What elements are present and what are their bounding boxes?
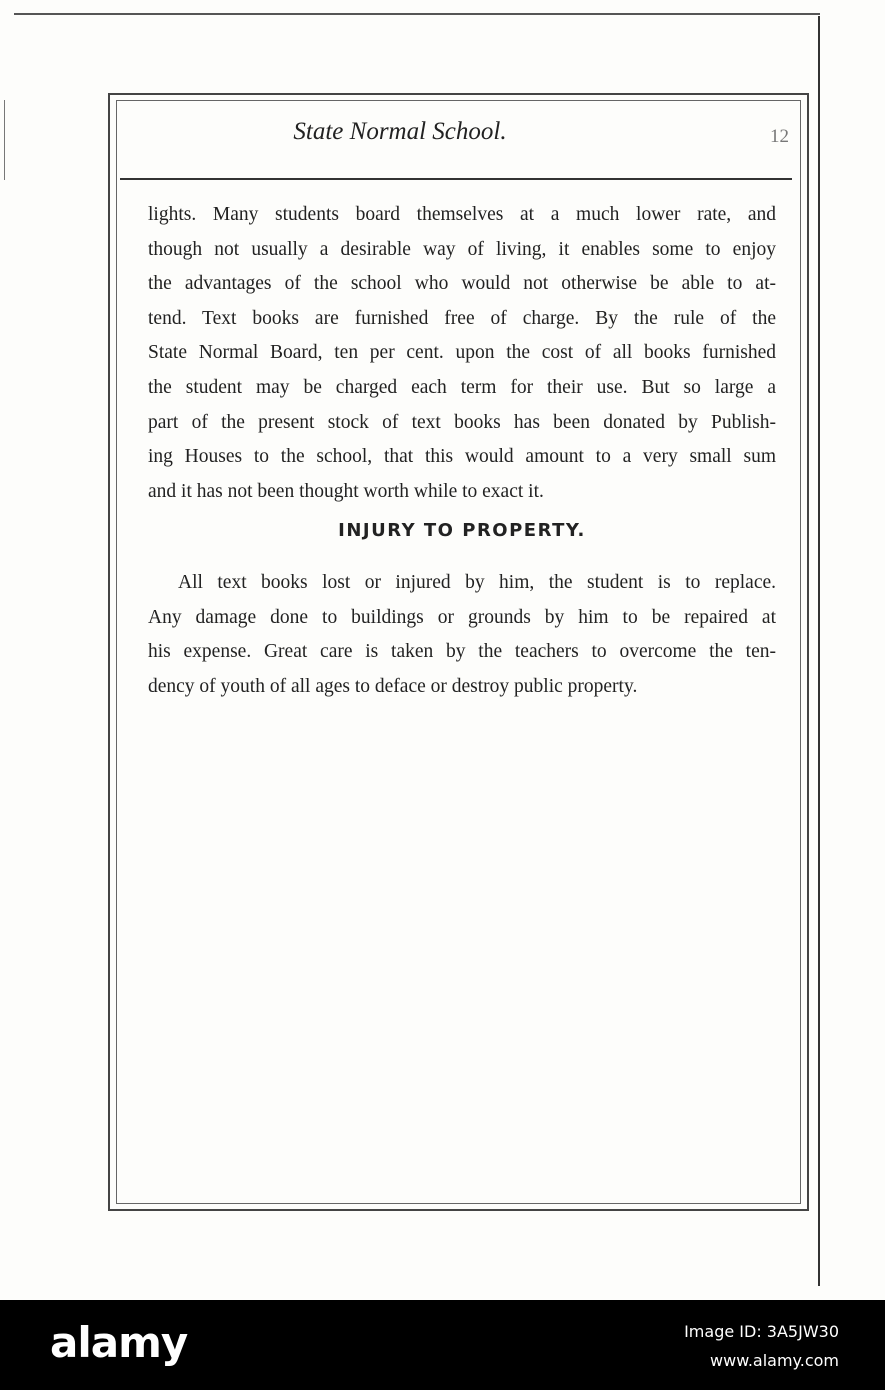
text-line: part of the present stock of text books has been donated by Publish- bbox=[148, 411, 776, 433]
page-right-edge bbox=[818, 16, 820, 1286]
text-line: though not usually a desirable way of living, it enables some to enjoy bbox=[148, 238, 776, 260]
running-head: State Normal School. bbox=[293, 118, 507, 145]
page-left-mark bbox=[4, 100, 5, 180]
text-line: his expense. Great care is taken by the teachers to overcome the ten- bbox=[148, 641, 776, 663]
site-url: www.alamy.com bbox=[710, 1351, 839, 1370]
paragraph-injury bbox=[148, 566, 776, 704]
section-heading: INJURY TO PROPERTY. bbox=[338, 520, 586, 541]
text-line: State Normal Board, ten per cent. upon the cost of all books furnished bbox=[148, 342, 776, 364]
alamy-logo: alamy bbox=[50, 1318, 188, 1367]
text-line: ing Houses to the school, that this would amount to a very small sum bbox=[148, 446, 776, 468]
text-line: lights. Many students board themselves at a much lower rate, and bbox=[148, 204, 776, 225]
text-line: tend. Text books are furnished free of charge. By the rule of the bbox=[148, 307, 776, 329]
paragraph-lights bbox=[148, 198, 776, 509]
text-line: the student may be charged each term for their use. But so large a bbox=[148, 376, 776, 398]
text-line: and it has not been thought worth while to exact it. bbox=[148, 480, 544, 502]
image-id-label: Image ID: 3A5JW30 bbox=[684, 1322, 839, 1341]
text-line: Any damage done to buildings or grounds by him to be repaired at bbox=[148, 606, 776, 628]
page-top-edge bbox=[14, 13, 820, 15]
header-rule bbox=[120, 178, 792, 180]
text-line: the advantages of the school who would not otherwise be able to at- bbox=[148, 273, 776, 295]
text-line: All text books lost or injured by him, the student is to replace. bbox=[178, 572, 776, 593]
page-number: 12 bbox=[770, 126, 789, 147]
text-line: dency of youth of all ages to deface or destroy public property. bbox=[148, 675, 638, 697]
